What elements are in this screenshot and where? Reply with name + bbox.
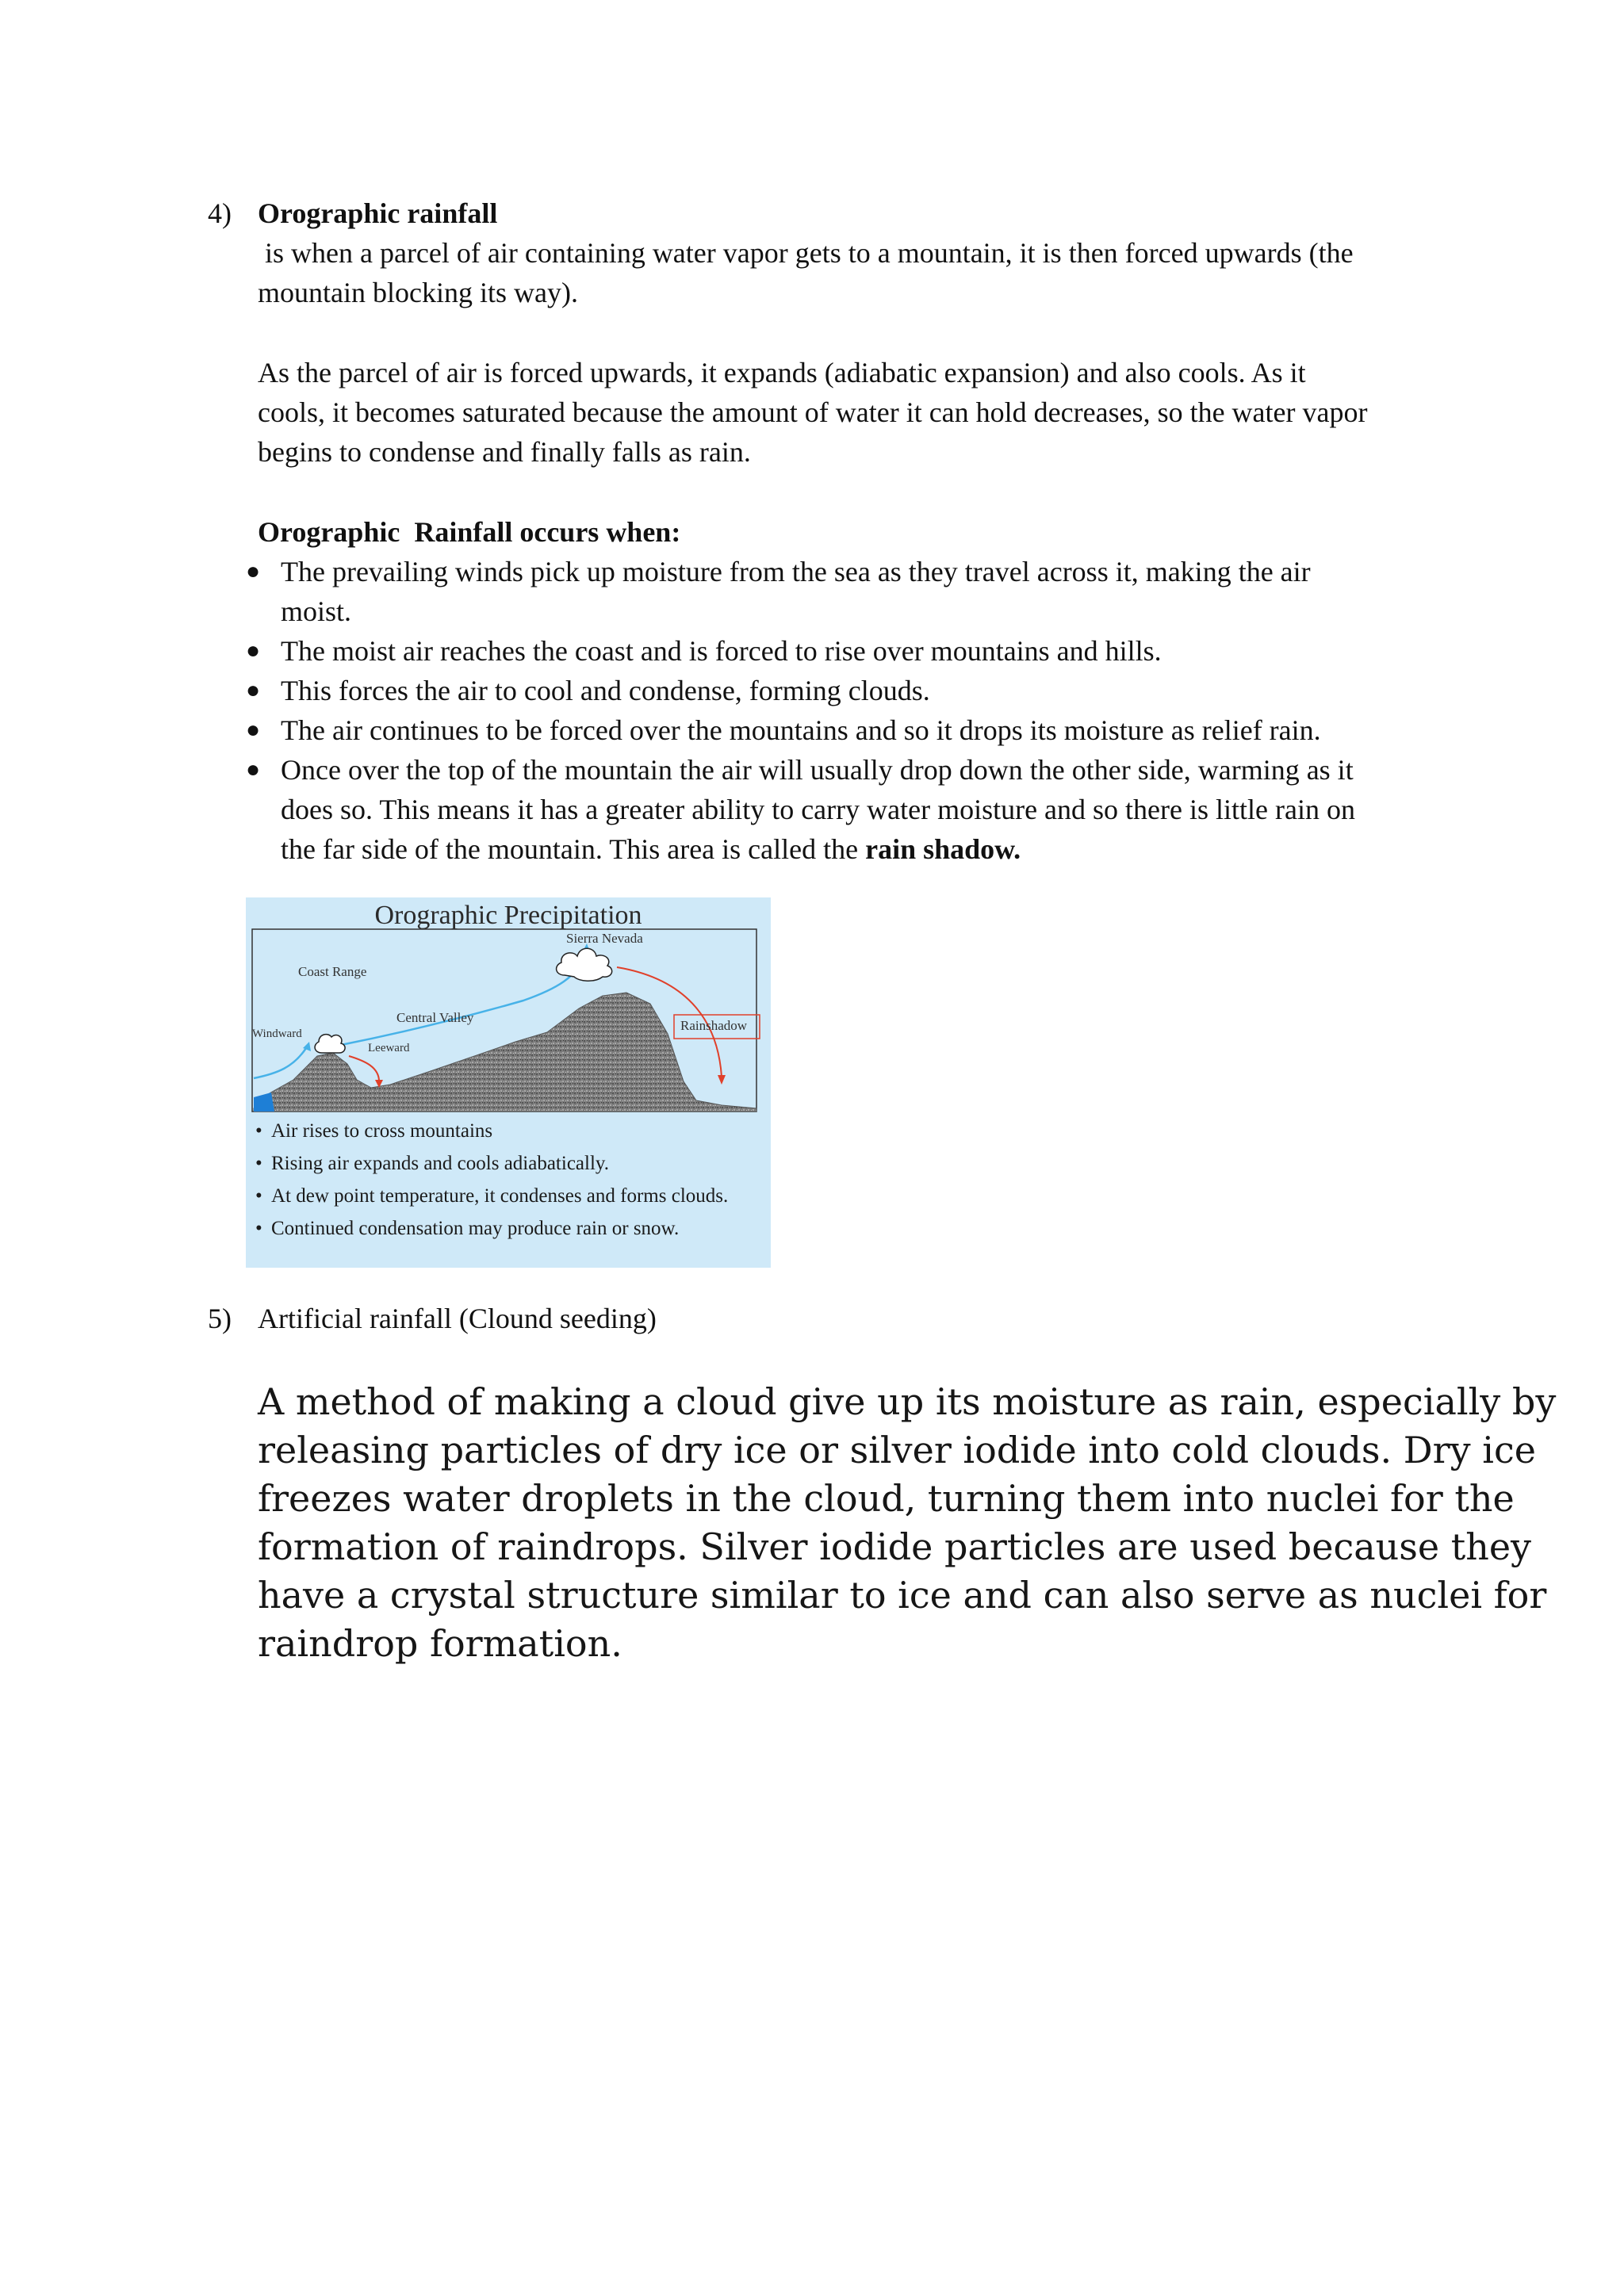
large-cloud-icon — [557, 948, 612, 981]
section-4-intro-line-1: is when a parcel of air containing water vapor gets to a mountain, it is then forced upwards (the — [258, 237, 1354, 269]
list-item — [252, 1215, 760, 1242]
figure-bullet-list — [252, 1118, 760, 1248]
label-leeward: Leeward — [368, 1042, 410, 1054]
bullet-3-line-1: This forces the air to cool and condense, forming clouds. — [281, 675, 930, 706]
bullet-1-line-2: moist. — [281, 595, 352, 627]
bullet-5-line-1: Once over the top of the mountain the air will usually drop down the other side, warming as it — [281, 754, 1354, 786]
figure-bullet-2: Rising air expands and cools adiabatically. — [271, 1153, 610, 1174]
figure-bullet-1: Air rises to cross mountains — [271, 1120, 493, 1142]
section-4-title: Orographic rainfall — [258, 197, 498, 229]
occurs-heading: Orographic Rainfall occurs when: — [258, 516, 681, 548]
small-cloud-icon — [315, 1035, 345, 1053]
list-item — [246, 631, 1435, 671]
label-rainshadow: Rainshadow — [680, 1018, 748, 1033]
bullet-5-line-2: does so. This means it has a greater ability to carry water moisture and so there is little rain on — [281, 794, 1355, 825]
label-central-valley: Central Valley — [396, 1010, 474, 1025]
section-4-intro-line-2: mountain blocking its way). — [258, 277, 578, 308]
bullet-dot-icon: ● — [246, 677, 261, 703]
figure-bullet-3: At dew point temperature, it condenses and forms clouds. — [271, 1185, 729, 1207]
paragraph-line-5: have a crystal structure similar to ice and can also serve as nuclei for — [258, 1574, 1547, 1617]
paragraph-line-2: releasing particles of dry ice or silver iodide into cold clouds. Dry ice — [258, 1429, 1536, 1471]
cloud-seeding-paragraph — [258, 1378, 1566, 1668]
bullet-dot-icon: ● — [246, 558, 261, 584]
bullet-dot-icon: ● — [246, 756, 261, 783]
section-4-para-2-line-3: begins to condense and finally falls as rain. — [258, 436, 751, 468]
occurs-bullet-list — [246, 552, 1435, 869]
bullet-dot-icon: ● — [246, 717, 261, 743]
label-coast-range: Coast Range — [298, 964, 367, 979]
list-item — [252, 1118, 760, 1144]
bullet-5-line-3 — [281, 829, 1435, 869]
bullet-1-line-1: The prevailing winds pick up moisture from the sea as they travel across it, making the air — [281, 556, 1311, 587]
ocean — [254, 1093, 274, 1112]
label-windward: Windward — [252, 1027, 302, 1040]
bullet-dot-icon: • — [255, 1120, 262, 1142]
list-item — [252, 1183, 731, 1209]
section-5-title: Artificial rainfall (Clound seeding) — [258, 1303, 657, 1334]
bullet-2-line-1: The moist air reaches the coast and is forced to rise over mountains and hills. — [281, 635, 1162, 667]
bullet-5-line-3-text: the far side of the mountain. This area is called the — [281, 833, 866, 865]
rain-shadow-term: rain shadow. — [865, 833, 1021, 865]
windward-air-arrow — [254, 1048, 306, 1078]
orographic-precipitation-figure — [246, 897, 771, 1268]
bullet-4-line-1: The air continues to be forced over the mountains and so it drops its moisture as relief rain. — [281, 714, 1321, 746]
list-item — [246, 750, 1435, 869]
paragraph-line-6: raindrop formation. — [258, 1622, 622, 1665]
list-item — [246, 710, 1435, 750]
section-4-para-2-line-1: As the parcel of air is forced upwards, it expands (adiabatic expansion) and also cools. As it — [258, 357, 1306, 388]
section-4-number: 4) — [208, 197, 232, 229]
paragraph-line-4: formation of raindrops. Silver iodide particles are used because they — [258, 1525, 1532, 1568]
figure-bullet-4: Continued condensation may produce rain or snow. — [271, 1218, 680, 1239]
bullet-dot-icon: • — [255, 1185, 262, 1207]
list-item — [246, 671, 1435, 710]
bullet-dot-icon: • — [255, 1153, 262, 1174]
paragraph-line-1: A method of making a cloud give up its moisture as rain, especially by — [258, 1380, 1557, 1423]
mountain-diagram — [246, 897, 771, 1127]
section-4-para-2-line-2: cools, it becomes saturated because the amount of water it can hold decreases, so the water vapor — [258, 396, 1368, 428]
list-item — [252, 1150, 760, 1177]
arrow-head-icon — [718, 1075, 726, 1085]
label-sierra-nevada: Sierra Nevada — [566, 931, 643, 946]
bullet-dot-icon: • — [255, 1218, 262, 1239]
section-5-number: 5) — [208, 1303, 232, 1334]
paragraph-line-3: freezes water droplets in the cloud, turning them into nuclei for the — [258, 1477, 1515, 1520]
list-item — [246, 552, 1435, 631]
figure-title: Orographic Precipitation — [374, 901, 642, 930]
bullet-dot-icon: ● — [246, 637, 261, 664]
